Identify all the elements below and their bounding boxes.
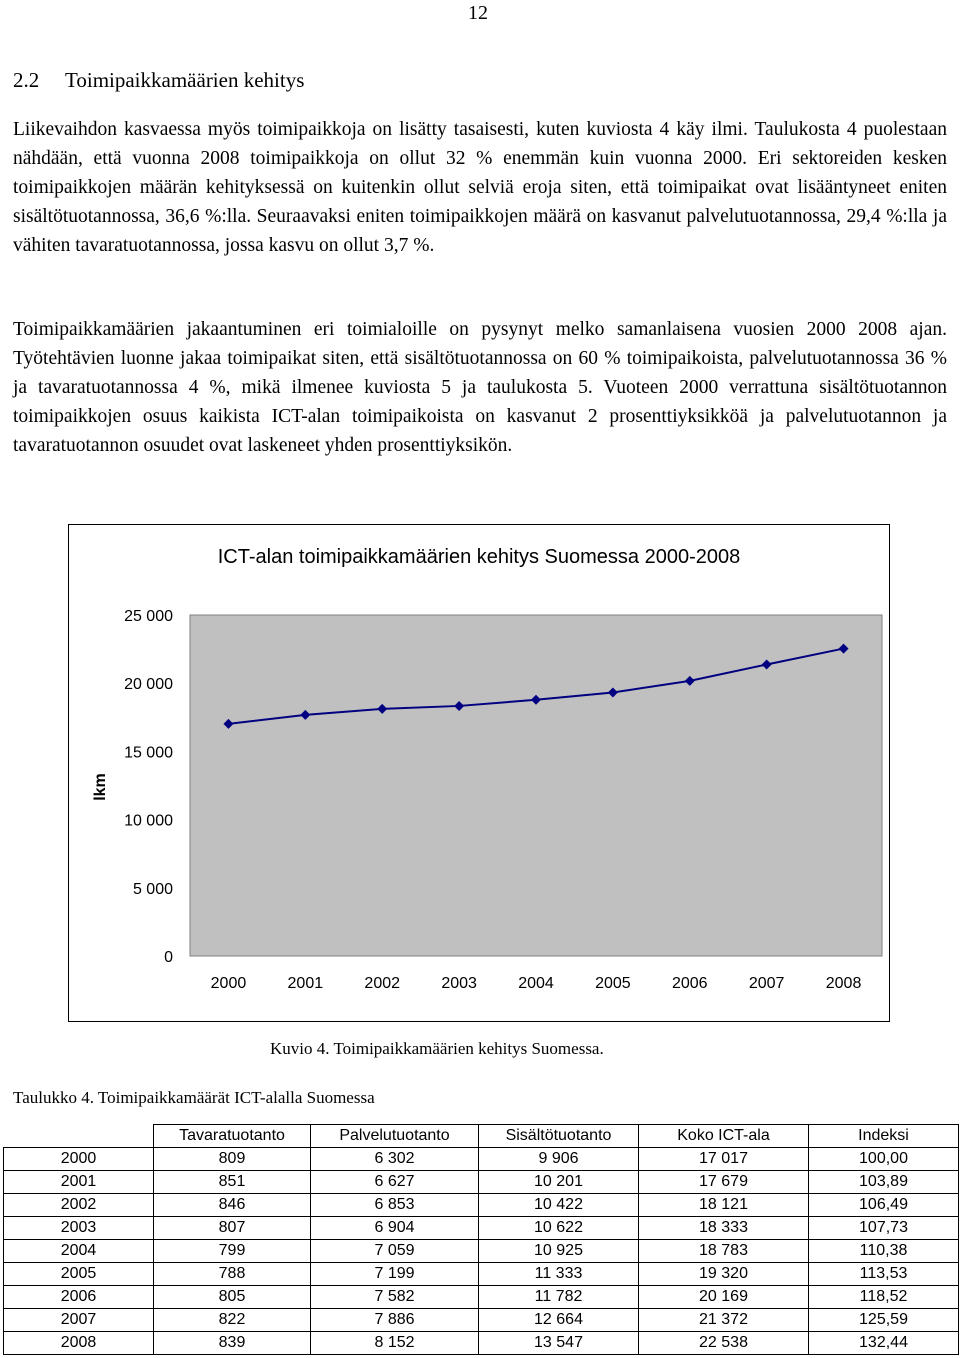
- table-cell: 11 782: [479, 1286, 639, 1309]
- table-cell: 22 538: [639, 1332, 809, 1355]
- table-cell: 2003: [4, 1217, 154, 1240]
- table-cell: 846: [154, 1194, 311, 1217]
- table-cell: 18 121: [639, 1194, 809, 1217]
- table-title: Taulukko 4. Toimipaikkamäärät ICT-alalla Suomessa: [13, 1088, 375, 1107]
- x-tick-label: 2004: [518, 975, 554, 992]
- table-cell: 8 152: [311, 1332, 479, 1355]
- table-row: [4, 1217, 959, 1240]
- table-cell: 807: [154, 1217, 311, 1240]
- table-cell: 103,89: [809, 1171, 959, 1194]
- table-corner-cell: [4, 1125, 154, 1148]
- y-tick-label: 10 000: [124, 812, 173, 830]
- table-cell: 118,52: [809, 1286, 959, 1309]
- y-tick-label: 15 000: [124, 744, 173, 762]
- y-axis-label: lkm: [92, 773, 109, 801]
- x-tick-label: 2008: [825, 975, 862, 992]
- x-tick-label: 2003: [441, 975, 477, 992]
- y-tick-label: 5 000: [132, 880, 173, 898]
- table-cell: 20 169: [639, 1286, 809, 1309]
- table-cell: 125,59: [809, 1309, 959, 1332]
- table-cell: 110,38: [809, 1240, 959, 1263]
- table-cell: 809: [154, 1148, 311, 1171]
- table-row: [4, 1240, 959, 1263]
- section-heading: [13, 68, 304, 93]
- column-header: Tavaratuotanto: [154, 1125, 311, 1148]
- section-title: Toimipaikkamäärien kehitys: [65, 68, 305, 92]
- chart-frame: [68, 524, 890, 1022]
- x-tick-label: 2000: [210, 975, 247, 992]
- x-ticks: [211, 975, 862, 992]
- table-cell: 822: [154, 1309, 311, 1332]
- table-cell: 19 320: [639, 1263, 809, 1286]
- column-header: Indeksi: [809, 1125, 959, 1148]
- table-cell: 10 925: [479, 1240, 639, 1263]
- table-cell: 13 547: [479, 1332, 639, 1355]
- table-row: [4, 1286, 959, 1309]
- y-tick-label: 25 000: [124, 608, 173, 625]
- figure-caption: Kuvio 4. Toimipaikkamäärien kehitys Suomessa.: [270, 1039, 604, 1058]
- plot-area: [190, 615, 882, 956]
- x-tick-label: 2006: [671, 975, 708, 992]
- column-header: Palvelutuotanto: [311, 1125, 479, 1148]
- table-cell: 2005: [4, 1263, 154, 1286]
- table-cell: 10 422: [479, 1194, 639, 1217]
- data-table: [3, 1124, 959, 1355]
- table-cell: 2007: [4, 1309, 154, 1332]
- x-tick-label: 2007: [748, 975, 785, 992]
- table-row: [4, 1332, 959, 1355]
- table-row: [4, 1171, 959, 1194]
- y-ticks: [124, 608, 173, 966]
- table-cell: 17 017: [639, 1148, 809, 1171]
- table-cell: 10 201: [479, 1171, 639, 1194]
- table-cell: 2008: [4, 1332, 154, 1355]
- table-cell: 18 783: [639, 1240, 809, 1263]
- table-row: [4, 1263, 959, 1286]
- table-cell: 7 199: [311, 1263, 479, 1286]
- table-cell: 11 333: [479, 1263, 639, 1286]
- table-cell: 839: [154, 1332, 311, 1355]
- table-cell: 7 582: [311, 1286, 479, 1309]
- page-number: 12: [468, 2, 488, 24]
- table-cell: 6 853: [311, 1194, 479, 1217]
- table-cell: 2004: [4, 1240, 154, 1263]
- table-cell: 18 333: [639, 1217, 809, 1240]
- x-tick-label: 2001: [287, 975, 324, 992]
- table-cell: 132,44: [809, 1332, 959, 1355]
- table-cell: 7 059: [311, 1240, 479, 1263]
- table-header-row: [4, 1125, 959, 1148]
- body-paragraph-2: Toimipaikkamäärien jakaantuminen eri toimialoille on pysynyt melko samanlaisena vuosien 2000 2008 ajan. Työtehtävien luonne jakaa toimipaikat siten, että sisältötuotannossa on 60 % toimipaikoista, palvelutuotannossa 36 % ja tavaratuotannossa 4 %, mikä ilmenee kuviosta 5 ja taulukosta 5. Vuoteen 2000 verrattuna sisältötuotannon toimipaikkojen osuus kaikista ICT-alan toimipaikoista on kasvanut 2 prosenttiyksikköä ja palvelutuotannon ja tavaratuotannon osuudet ovat laskeneet yhden prosenttiyksikön.: [13, 319, 947, 456]
- table-cell: 107,73: [809, 1217, 959, 1240]
- table-cell: 17 679: [639, 1171, 809, 1194]
- body-paragraph-1: Liikevaihdon kasvaessa myös toimipaikkoja on lisätty tasaisesti, kuten kuviosta 4 käy ilmi. Taulukosta 4 puolestaan nähdään, että vuonna 2008 toimipaikkoja on ollut 32 % enemmän kuin vuonna 2000. Eri sektoreiden kesken toimipaikkojen määrän kehityksessä on kuitenkin ollut selviä eroja siten, että toimipaikat ovat lisääntyneet eniten sisältötuotannossa, 36,6 %:lla. Seuraavaksi eniten toimipaikkojen määrä on kasvanut palvelutuotannossa, 29,4 %:lla ja vähiten tavaratuotannossa, jossa kasvu on ollut 3,7 %.: [13, 119, 947, 256]
- y-tick-label: 20 000: [124, 676, 173, 694]
- table-row: [4, 1194, 959, 1217]
- column-header: Koko ICT-ala: [639, 1125, 809, 1148]
- x-tick-label: 2002: [364, 975, 401, 992]
- table-cell: 12 664: [479, 1309, 639, 1332]
- table-cell: 106,49: [809, 1194, 959, 1217]
- table-cell: 805: [154, 1286, 311, 1309]
- x-tick-label: 2005: [595, 975, 631, 992]
- table-cell: 113,53: [809, 1263, 959, 1286]
- table-cell: 6 904: [311, 1217, 479, 1240]
- table-cell: 9 906: [479, 1148, 639, 1171]
- table-cell: 2001: [4, 1171, 154, 1194]
- chart-title: ICT-alan toimipaikkamäärien kehitys Suomessa 2000-2008: [217, 546, 741, 568]
- section-number: 2.2: [13, 68, 40, 92]
- y-tick-label: 0: [164, 949, 173, 966]
- table-cell: 21 372: [639, 1309, 809, 1332]
- table-cell: 2002: [4, 1194, 154, 1217]
- table-cell: 7 886: [311, 1309, 479, 1332]
- table-cell: 2006: [4, 1286, 154, 1309]
- table-cell: 799: [154, 1240, 311, 1263]
- line-chart: [69, 525, 891, 1023]
- table-cell: 788: [154, 1263, 311, 1286]
- table-cell: 2000: [4, 1148, 154, 1171]
- column-header: Sisältötuotanto: [479, 1125, 639, 1148]
- table-cell: 6 302: [311, 1148, 479, 1171]
- table-cell: 851: [154, 1171, 311, 1194]
- table-row: [4, 1309, 959, 1332]
- table-row: [4, 1148, 959, 1171]
- table-cell: 6 627: [311, 1171, 479, 1194]
- table-cell: 10 622: [479, 1217, 639, 1240]
- table-cell: 100,00: [809, 1148, 959, 1171]
